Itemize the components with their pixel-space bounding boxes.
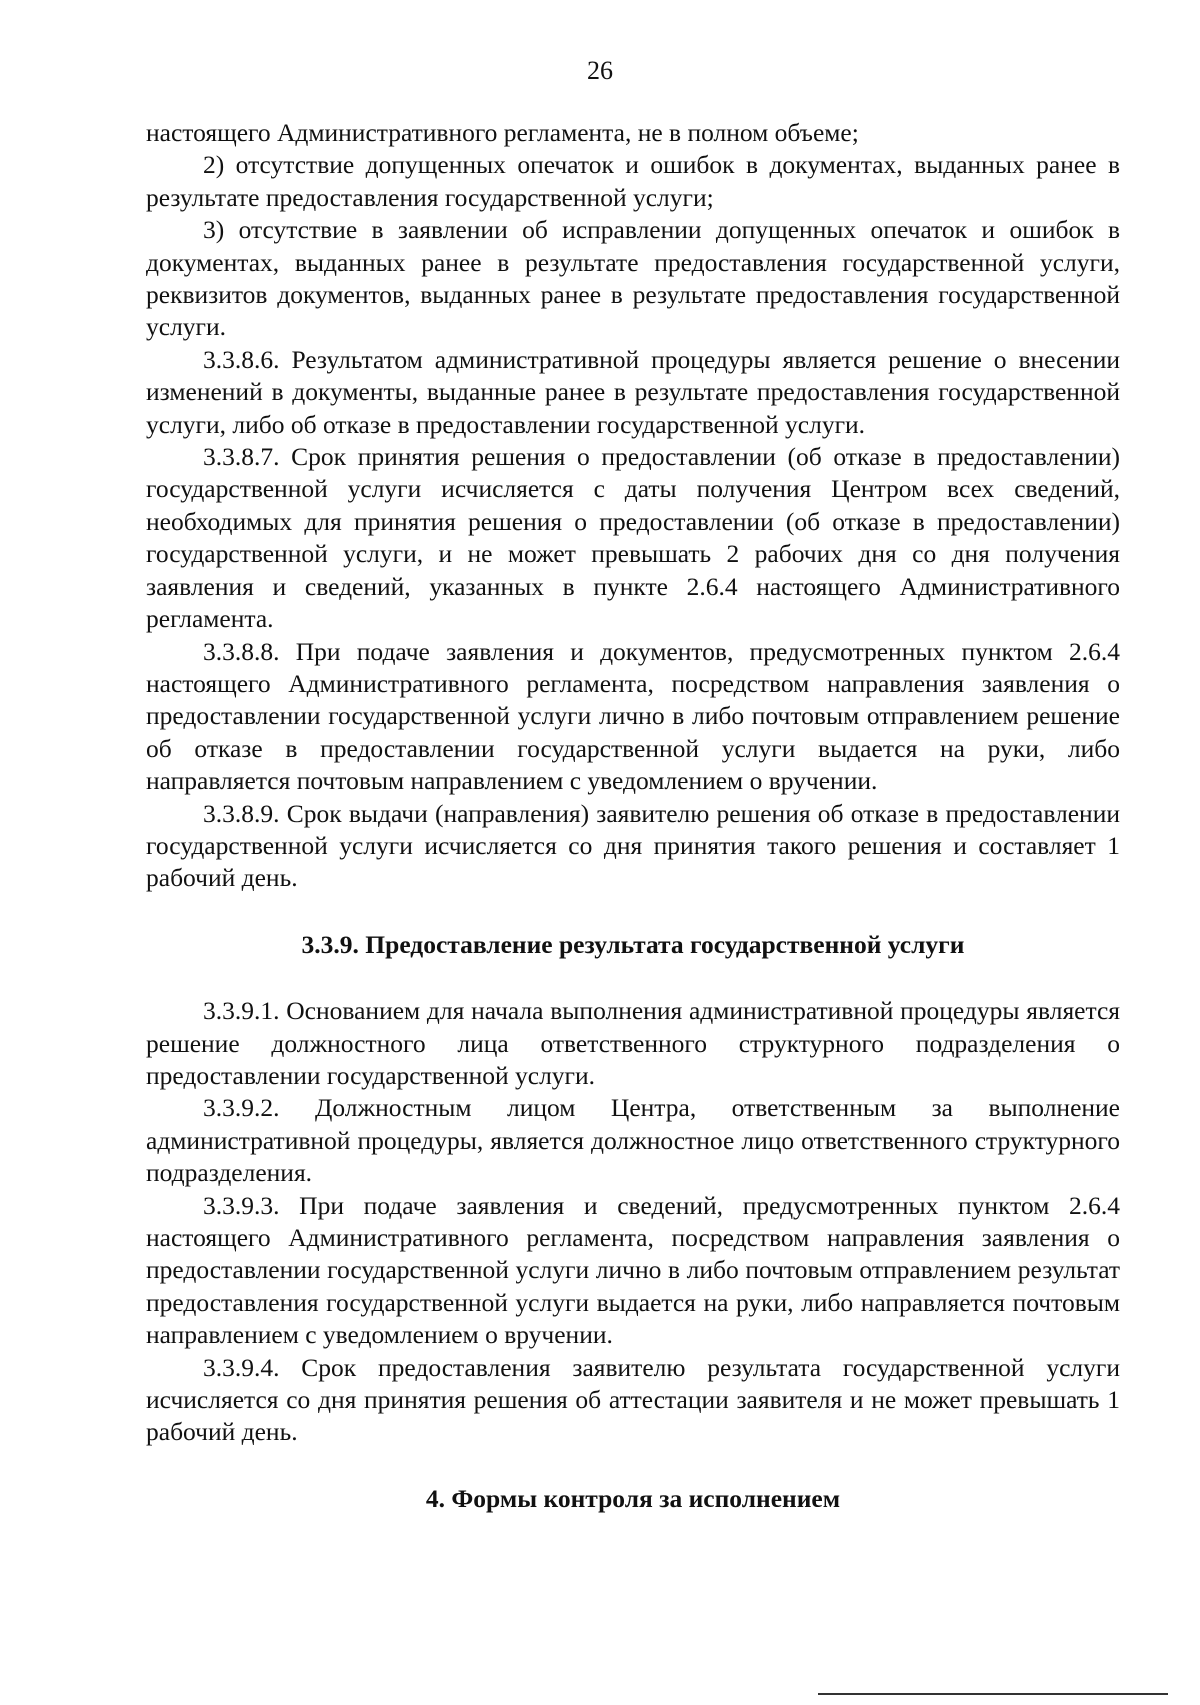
chapter-heading: 4. Формы контроля за исполнением <box>425 1483 841 1513</box>
paragraph: 2) отсутствие допущенных опечаток и ошибок в документах, выданных ранее в результате предоставления государственной услуги; <box>146 150 1120 212</box>
document-body <box>146 117 1120 1515</box>
paragraph: настоящего Административного регламента, не в полном объеме; <box>146 118 859 147</box>
paragraph: 3.3.8.9. Срок выдачи (направления) заявителю решения об отказе в предоставлении государственной услуги исчисляется со дня принятия такого решения и составляет 1 рабочий день. <box>146 798 1120 893</box>
scan-edge-line <box>818 1693 1168 1698</box>
paragraph: 3.3.8.6. Результатом административной процедуры является решение о внесении изменений в документы, выданные ранее в результате предоставления государственной услуги, либо об отказе в предоставлении государственной услуги. <box>146 344 1120 439</box>
paragraph: 3.3.8.8. При подаче заявления и документов, предусмотренных пунктом 2.6.4 настоящего Административного регламента, посредством направления заявления о предоставлении государственной услуги лично в либо почтовым отправлением решение об отказе в предоставлении государственной услуги выдается на руки, либо направляется почтовым направлением с уведомлением о вручении. <box>146 636 1120 796</box>
paragraph: 3) отсутствие в заявлении об исправлении допущенных опечаток и ошибок в документах, выданных ранее в результате предоставления государственной услуги, реквизитов документов, выданных ранее в результате предоставления государственной услуги. <box>146 215 1120 342</box>
paragraph: 3.3.9.1. Основанием для начала выполнения административной процедуры является решение должностного лица ответственного структурного подразделения о предоставлении государственной услуги. <box>146 996 1120 1090</box>
page-number: 26 <box>587 56 613 85</box>
paragraph: 3.3.9.3. При подаче заявления и сведений, предусмотренных пунктом 2.6.4 настоящего Административного регламента, посредством направления заявления о предоставлении государственной услуги лично в либо почтовым отправлением результат предоставления государственной услуги выдается на руки, либо направляется почтовым направлением с уведомлением о вручении. <box>146 1190 1120 1350</box>
paragraph: 3.3.9.2. Должностным лицом Центра, ответственным за выполнение административной процедуры, является должностное лицо ответственного структурного подразделения. <box>146 1093 1120 1188</box>
paragraph: 3.3.8.7. Срок принятия решения о предоставлении (об отказе в предоставлении) государственной услуги исчисляется с даты получения Центром всех сведений, необходимых для принятия решения о предоставлении (об отказе в предоставлении) государственной услуги, и не может превышать 2 рабочих дня со дня получения заявления и сведений, указанных в пункте 2.6.4 настоящего Административного регламента. <box>146 442 1120 634</box>
section-heading: 3.3.9. Предоставление результата государственной услуги <box>301 929 965 959</box>
paragraph: 3.3.9.4. Срок предоставления заявителю результата государственной услуги исчисляется со дня принятия решения об аттестации заявителя и не может превышать 1 рабочий день. <box>146 1352 1120 1447</box>
